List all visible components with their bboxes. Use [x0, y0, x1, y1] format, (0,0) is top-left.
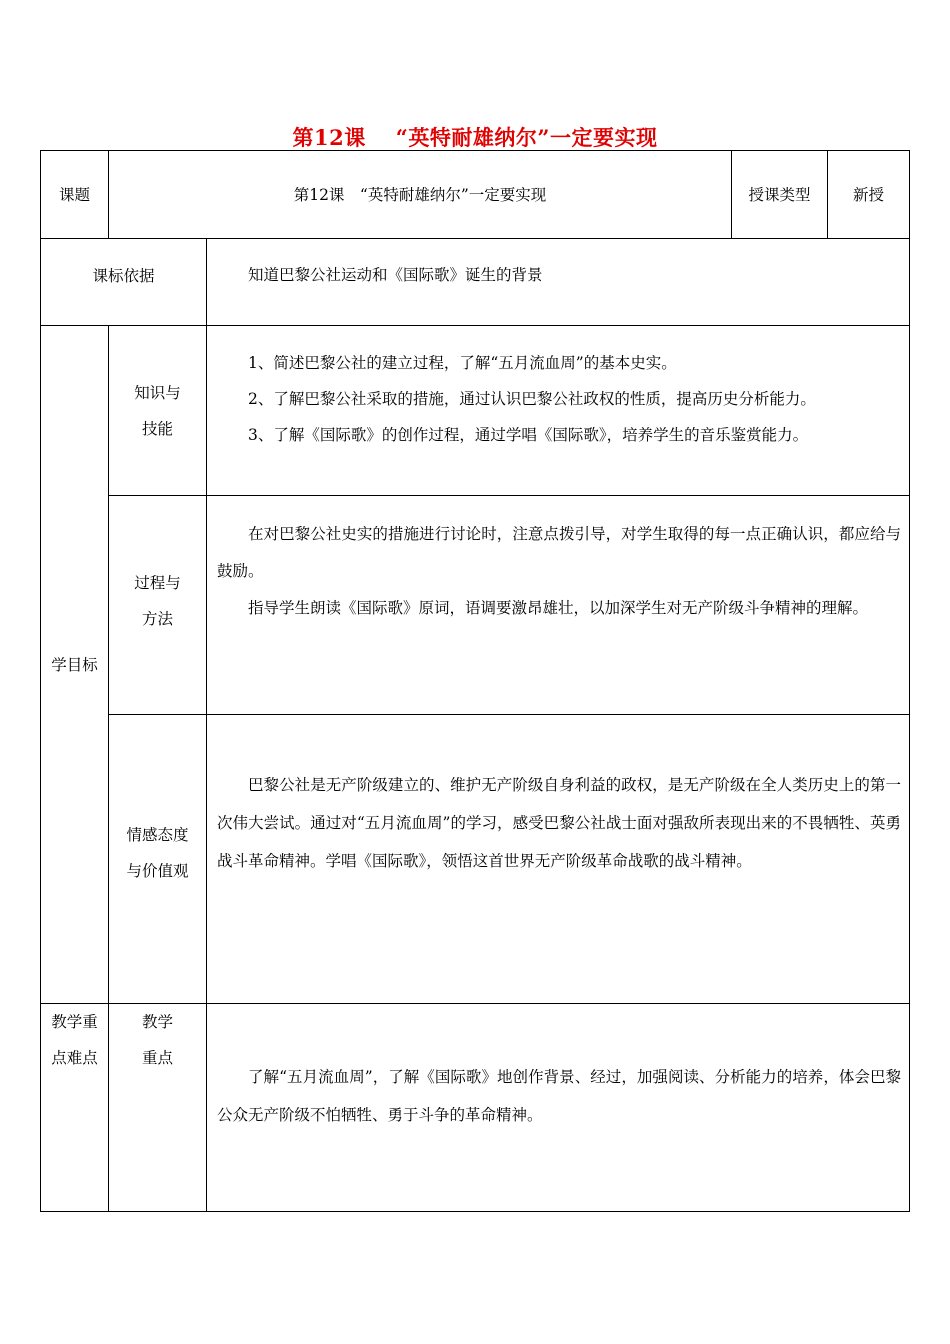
key-points-label-line1: 教学重 — [51, 1013, 98, 1031]
process-label — [109, 496, 206, 705]
key-points-sublabel-line2: 重点 — [141, 1049, 173, 1067]
lesson-type-label: 授课类型 — [748, 185, 811, 204]
emotion-para: 巴黎公社是无产阶级建立的、维护无产阶级自身利益的政权，是无产阶级在全人类历史上的第一次伟大尝试。通过对“五月流血周”的学习，感受巴黎公社战士面对强敌所表现出来的不畏牺牲、英勇战斗革命精神。学唱《国际歌》，领悟这首世界无产阶级革命战歌的战斗精神。 — [217, 776, 901, 870]
key-points-label — [41, 1004, 108, 1076]
process-content — [217, 516, 901, 627]
key-points-sublabel — [109, 1004, 206, 1076]
lesson-type-value: 新授 — [852, 185, 884, 204]
key-points-content — [217, 1058, 901, 1134]
knowledge-item: 1、简述巴黎公社的建立过程，了解“五月流血周”的基本史实。 — [248, 354, 677, 372]
process-label-line2: 方法 — [141, 609, 173, 628]
process-para: 在对巴黎公社史实的措施进行讨论时，注意点拨引导，对学生取得的每一点正确认识，都应给与鼓励。 — [217, 525, 901, 580]
topic-value: 第12课 “英特耐雄纳尔”一定要实现 — [293, 185, 547, 204]
knowledge-item: 2、了解巴黎公社采取的措施，通过认识巴黎公社政权的性质，提高历史分析能力。 — [248, 390, 816, 408]
title-name: “英特耐雄纳尔”一定要实现 — [395, 125, 658, 150]
knowledge-label — [109, 326, 206, 495]
standard-label: 课标依据 — [92, 266, 155, 285]
emotion-label-line1: 情感态度 — [126, 826, 189, 844]
key-points-sublabel-line1: 教学 — [141, 1013, 173, 1031]
knowledge-label-line1: 知识与 — [134, 383, 181, 402]
key-points-para: 了解“五月流血周”，了解《国际歌》地创作背景、经过，加强阅读、分析能力的培养，体会巴黎公众无产阶级不怕牺牲、勇于斗争的革命精神。 — [217, 1068, 901, 1124]
standard-content: 知道巴黎公社运动和《国际歌》诞生的背景 — [248, 266, 543, 284]
process-label-line1: 过程与 — [134, 573, 181, 592]
knowledge-list — [248, 345, 898, 453]
key-points-label-line2: 点难点 — [51, 1049, 98, 1067]
emotion-label-line2: 与价值观 — [126, 862, 189, 880]
title-lesson: 第12课 — [292, 125, 366, 150]
process-para: 指导学生朗读《国际歌》原词，语调要激昂雄壮，以加深学生对无产阶级斗争精神的理解。 — [248, 599, 869, 617]
emotion-content — [217, 766, 901, 880]
goals-label: 学目标 — [51, 655, 98, 674]
emotion-label — [109, 715, 206, 991]
knowledge-label-line2: 技能 — [141, 419, 173, 438]
knowledge-item: 3、了解《国际歌》的创作过程，通过学唱《国际歌》，培养学生的音乐鉴赏能力。 — [248, 426, 809, 444]
topic-label: 课题 — [58, 185, 90, 204]
